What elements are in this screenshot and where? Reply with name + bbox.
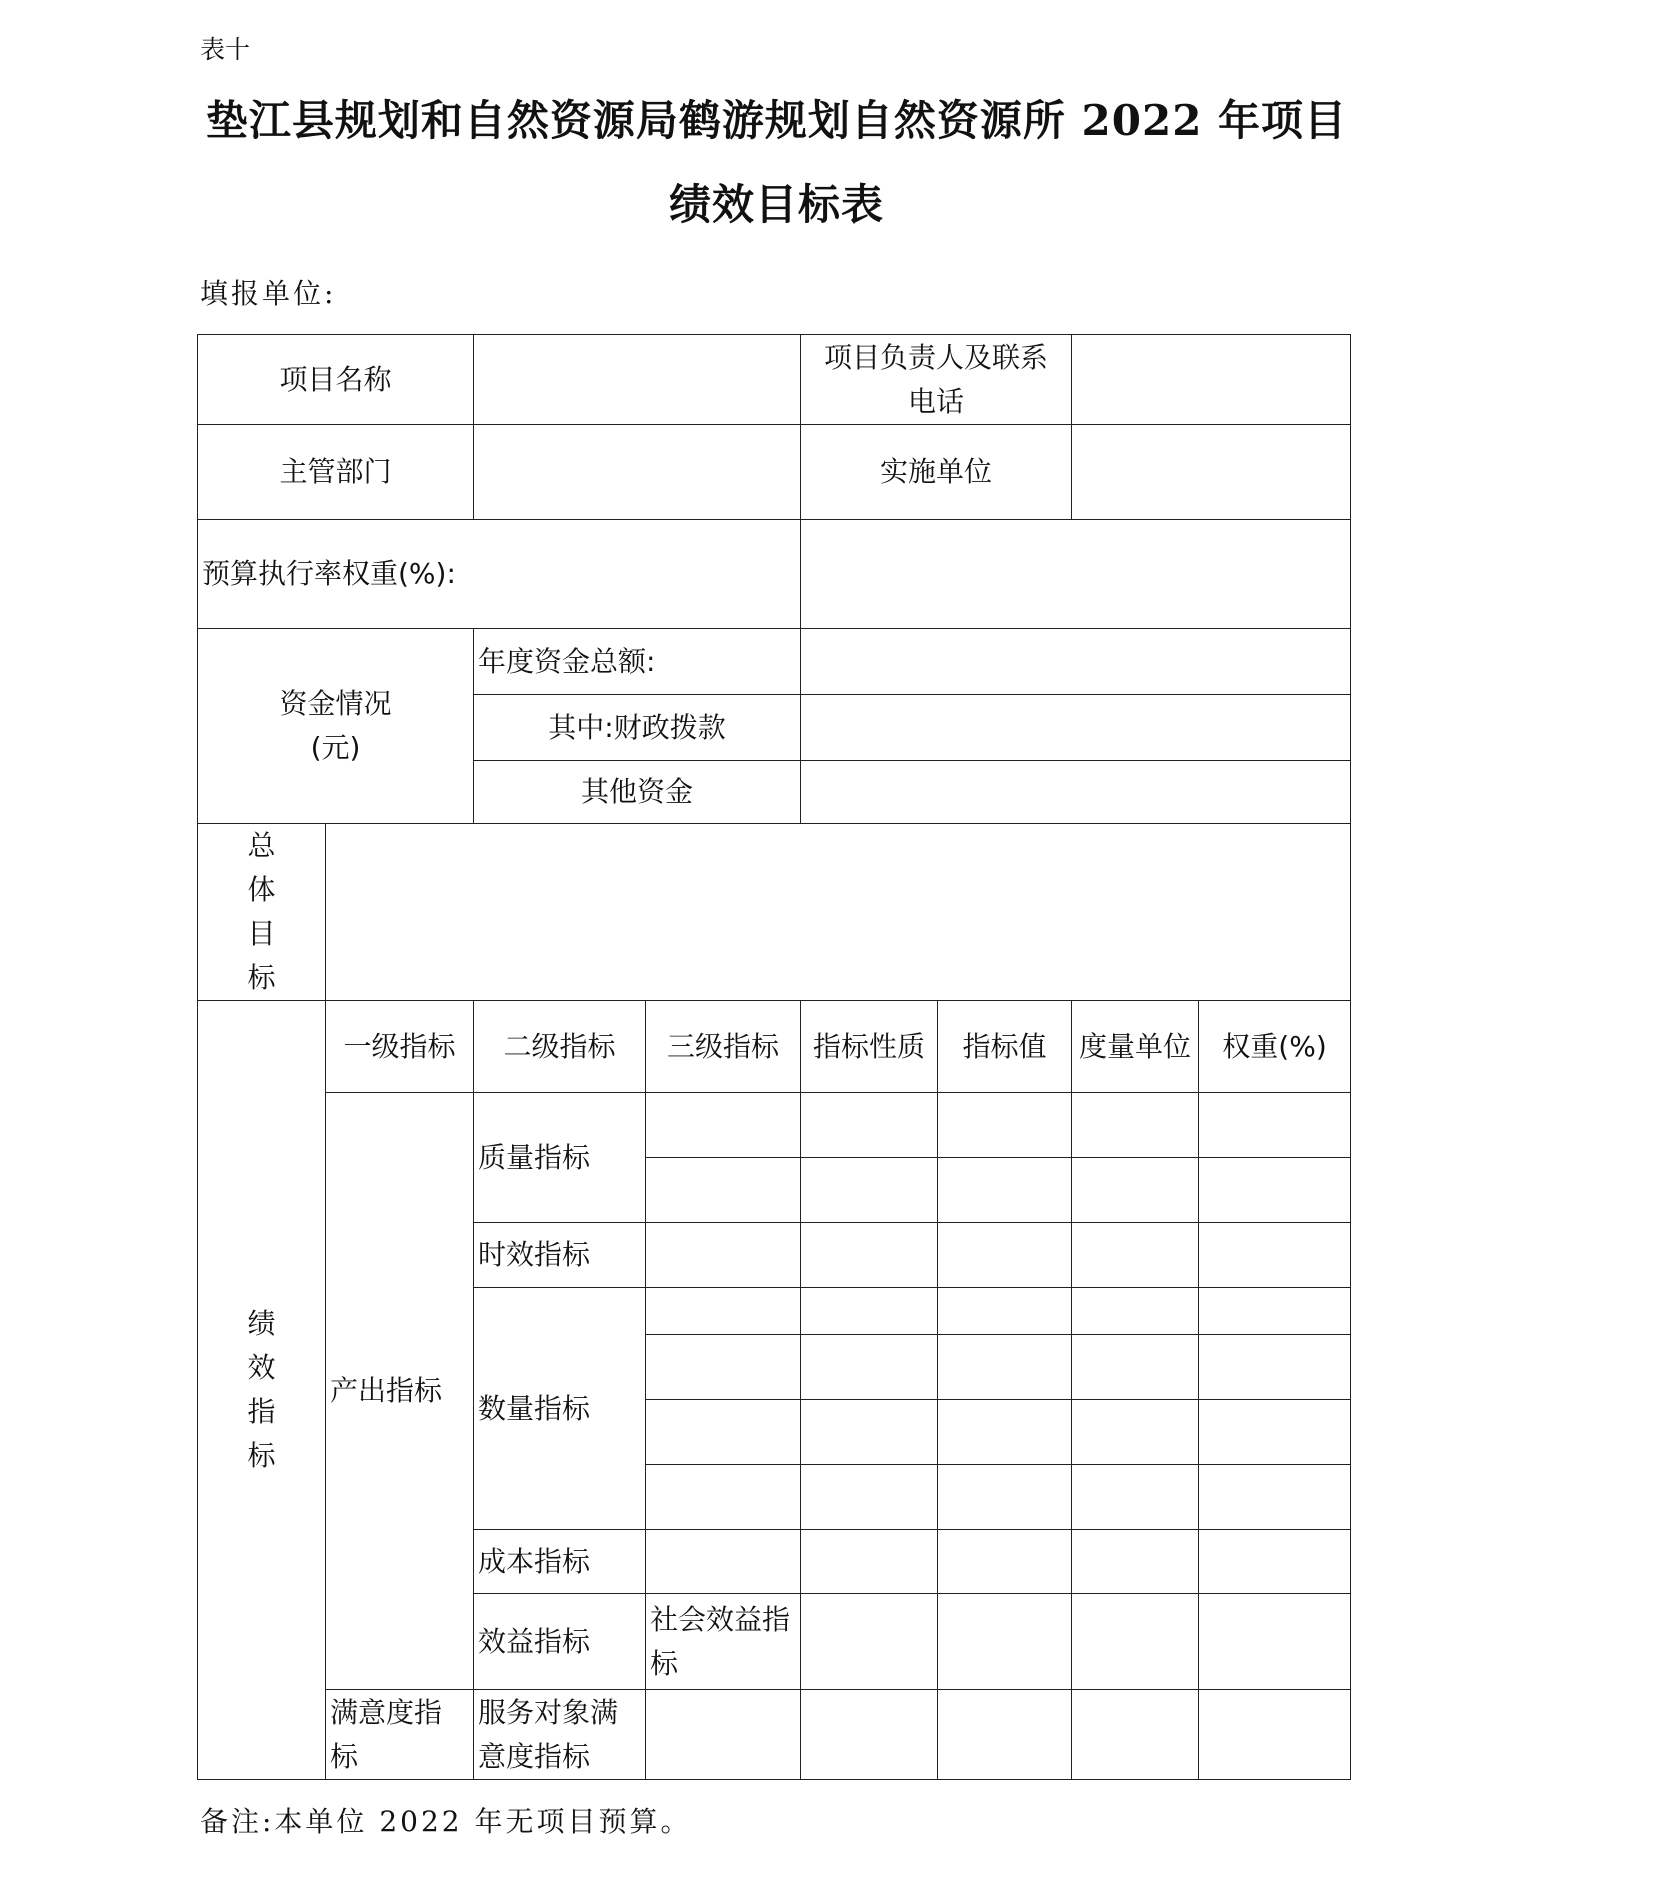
table-cell[interactable] bbox=[646, 1335, 801, 1400]
table-cell[interactable] bbox=[801, 1093, 938, 1158]
satisfaction-indicator-label: 满意度指 标 bbox=[326, 1690, 474, 1780]
quantity-indicator-label: 数量指标 bbox=[474, 1288, 646, 1530]
table-cell[interactable] bbox=[801, 1594, 938, 1690]
table-cell[interactable] bbox=[801, 1530, 938, 1594]
table-cell[interactable] bbox=[1072, 1093, 1199, 1158]
other-funds-label: 其他资金 bbox=[474, 761, 801, 824]
dept-label: 主管部门 bbox=[198, 425, 474, 520]
table-cell[interactable] bbox=[646, 1223, 801, 1288]
project-name-label: 项目名称 bbox=[198, 335, 474, 425]
table-cell[interactable] bbox=[1072, 1690, 1199, 1780]
funds-label: 资金情况 (元) bbox=[198, 629, 474, 824]
table-cell[interactable] bbox=[938, 1288, 1072, 1335]
cost-indicator-label: 成本指标 bbox=[474, 1530, 646, 1594]
table-cell[interactable] bbox=[1199, 1400, 1351, 1465]
table-cell[interactable] bbox=[1199, 1690, 1351, 1780]
quality-indicator-label: 质量指标 bbox=[474, 1093, 646, 1223]
project-name-value[interactable] bbox=[474, 335, 801, 425]
table-cell[interactable] bbox=[938, 1335, 1072, 1400]
table-cell[interactable] bbox=[646, 1465, 801, 1530]
table-cell[interactable] bbox=[801, 1288, 938, 1335]
header-level3: 三级指标 bbox=[646, 1001, 801, 1093]
impl-unit-value[interactable] bbox=[1072, 425, 1351, 520]
annual-total-value[interactable] bbox=[801, 629, 1351, 695]
overall-goal-label: 总 体 目 标 bbox=[198, 824, 326, 1001]
fiscal-allocation-label: 其中:财政拨款 bbox=[474, 695, 801, 761]
table-cell[interactable] bbox=[646, 1530, 801, 1594]
header-nature: 指标性质 bbox=[801, 1001, 938, 1093]
table-cell[interactable] bbox=[1072, 1223, 1199, 1288]
overall-goal-value[interactable] bbox=[326, 824, 1351, 1001]
performance-goal-table bbox=[197, 334, 1351, 1780]
table-cell[interactable] bbox=[646, 1158, 801, 1223]
other-funds-value[interactable] bbox=[801, 761, 1351, 824]
table-cell[interactable] bbox=[801, 1223, 938, 1288]
table-cell[interactable] bbox=[938, 1594, 1072, 1690]
header-unit: 度量单位 bbox=[1072, 1001, 1199, 1093]
budget-rate-label: 预算执行率权重(%): bbox=[198, 520, 801, 629]
table-cell[interactable] bbox=[938, 1530, 1072, 1594]
table-cell[interactable] bbox=[801, 1335, 938, 1400]
dept-value[interactable] bbox=[474, 425, 801, 520]
table-cell[interactable] bbox=[1199, 1223, 1351, 1288]
social-benefit-indicator-label: 社会效益指 标 bbox=[646, 1594, 801, 1690]
table-cell[interactable] bbox=[1199, 1093, 1351, 1158]
table-cell[interactable] bbox=[1199, 1158, 1351, 1223]
table-cell[interactable] bbox=[1072, 1335, 1199, 1400]
table-cell[interactable] bbox=[1199, 1594, 1351, 1690]
table-cell[interactable] bbox=[1072, 1594, 1199, 1690]
header-value: 指标值 bbox=[938, 1001, 1072, 1093]
project-leader-value[interactable] bbox=[1072, 335, 1351, 425]
header-level1: 一级指标 bbox=[326, 1001, 474, 1093]
table-cell[interactable] bbox=[1072, 1400, 1199, 1465]
document-title-line-1: 垫江县规划和自然资源局鹤游规划自然资源所 2022 年项目 bbox=[205, 96, 1348, 145]
performance-indicator-label: 绩 效 指 标 bbox=[198, 1001, 326, 1780]
service-satisfaction-indicator-label: 服务对象满 意度指标 bbox=[474, 1690, 646, 1780]
table-cell[interactable] bbox=[1199, 1530, 1351, 1594]
table-cell[interactable] bbox=[1072, 1465, 1199, 1530]
footnote: 备注:本单位 2022 年无项目预算。 bbox=[200, 1805, 692, 1838]
table-cell[interactable] bbox=[801, 1465, 938, 1530]
budget-rate-value[interactable] bbox=[801, 520, 1351, 629]
table-cell[interactable] bbox=[1072, 1288, 1199, 1335]
table-cell[interactable] bbox=[938, 1690, 1072, 1780]
page-label: 表十 bbox=[200, 35, 251, 64]
table-cell[interactable] bbox=[938, 1093, 1072, 1158]
impl-unit-label: 实施单位 bbox=[801, 425, 1072, 520]
table-cell[interactable] bbox=[646, 1093, 801, 1158]
project-leader-label: 项目负责人及联系 电话 bbox=[801, 335, 1072, 425]
table-cell[interactable] bbox=[1199, 1465, 1351, 1530]
header-weight: 权重(%) bbox=[1199, 1001, 1351, 1093]
table-cell[interactable] bbox=[1199, 1288, 1351, 1335]
table-cell[interactable] bbox=[801, 1400, 938, 1465]
table-cell[interactable] bbox=[938, 1158, 1072, 1223]
table-cell[interactable] bbox=[646, 1400, 801, 1465]
table-cell[interactable] bbox=[938, 1400, 1072, 1465]
table-cell[interactable] bbox=[938, 1223, 1072, 1288]
annual-total-label: 年度资金总额: bbox=[474, 629, 801, 695]
header-level2: 二级指标 bbox=[474, 1001, 646, 1093]
document-title-line-2: 绩效目标表 bbox=[668, 180, 884, 229]
table-cell[interactable] bbox=[801, 1690, 938, 1780]
fiscal-allocation-value[interactable] bbox=[801, 695, 1351, 761]
benefit-indicator-label: 效益指标 bbox=[474, 1594, 646, 1690]
filling-unit-label: 填报单位: bbox=[200, 277, 337, 310]
table-cell[interactable] bbox=[1199, 1335, 1351, 1400]
table-cell[interactable] bbox=[646, 1690, 801, 1780]
timeliness-indicator-label: 时效指标 bbox=[474, 1223, 646, 1288]
table-cell[interactable] bbox=[646, 1288, 801, 1335]
table-cell[interactable] bbox=[1072, 1530, 1199, 1594]
table-cell[interactable] bbox=[1072, 1158, 1199, 1223]
table-cell[interactable] bbox=[801, 1158, 938, 1223]
table-cell[interactable] bbox=[938, 1465, 1072, 1530]
output-indicator-label: 产出指标 bbox=[326, 1093, 474, 1690]
